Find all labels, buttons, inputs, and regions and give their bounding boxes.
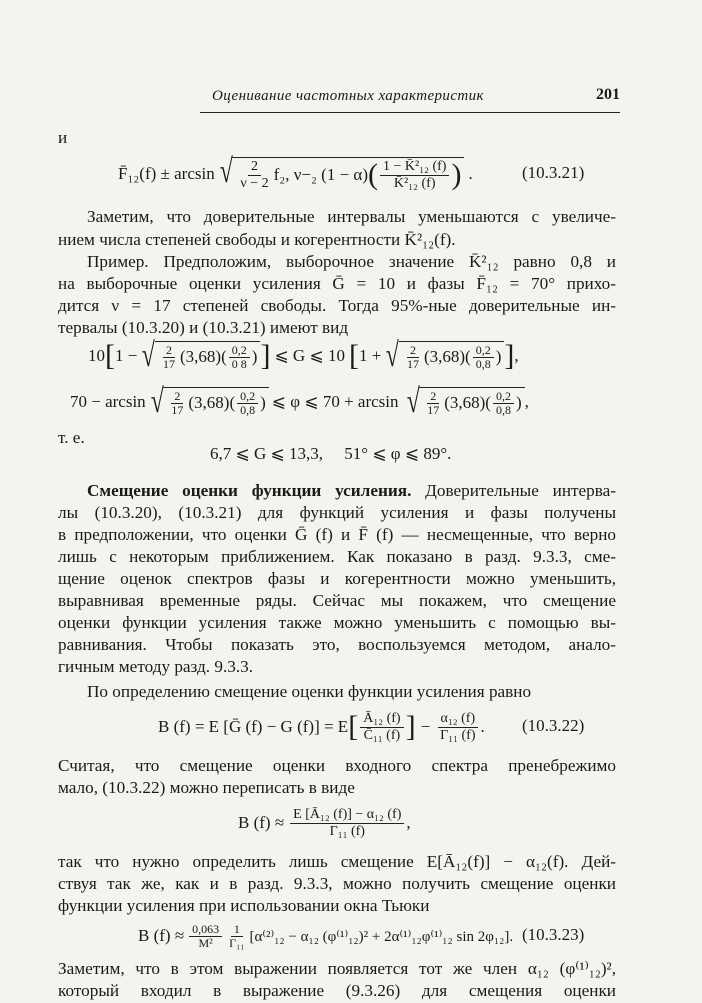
eq23-frac1-den: M² [198,935,213,950]
eq22-frac2-den: Γ₁₁ (f) [440,727,476,743]
example-phase-interval [70,380,529,424]
ex2-ratio-den: 0,8 [240,402,256,417]
that-is: т. е. [58,428,85,447]
para3-line6: выравнивая временные ряды. Сейчас мы покажем, что смещение [58,591,616,610]
para3-line3: в предположении, что оценки Ḡ (f) и F̄ (f) — несмещенные, что верно [58,525,616,544]
eq21-frac2-num: 1 − K̄²₁₂ (f) [380,159,449,176]
ex2-lhs: 70 − arcsin [70,392,146,411]
eq22-minus: − [420,717,431,736]
eq21-sqrt: √ $\frac{2}{\nu - 2}$ f₂, ν−₂ (1 − α) ( $\frac{\text{1 − K̄²₁₂ (f)}}{\text{K̄²₁₂ (f)}}$ ) [217,157,465,192]
ex2-end: , [524,392,529,411]
equation-10-3-21 [118,146,473,202]
ex1-ratio-num: 0,2 [229,344,250,358]
conjunction-and: и [58,128,68,147]
para3-line8: равнивания. Чтобы показать это, воспользуемся методом, анало- [58,635,616,654]
para2-line2: на выборочные оценки усиления Ḡ = 10 и фазы F̄₁₂ = 70° прихо- [58,274,616,293]
eq21-frac1-den: ν − 2 [240,175,269,191]
ex1-end: , [514,346,519,365]
para3-line7: оценки функции усиления также можно уменьшить с помощью вы- [58,613,616,632]
para7-line2: который входил в выражение (9.3.26) для смещения оценки [58,981,616,1000]
eq21-number: (10.3.21) [522,163,585,182]
page-number: 201 [596,86,620,103]
eq23-lhs: B (f) ≈ [138,926,185,945]
eq23-frac2-num: 1 [231,923,243,937]
equation-bias-approx [238,800,411,846]
ex2-frac-den: 17 [171,402,184,417]
ex2-coef: (3,68) [188,393,230,412]
equn-lhs: B (f) ≈ [238,813,285,832]
ex2-r-frac-num: 2 [427,390,439,404]
para2-line4: тервалы (10.3.20) и (10.3.21) имеют вид [58,318,349,337]
eq23-frac1-num: 0,063 [189,923,222,937]
page-header [200,88,620,113]
ex1-coef: (3,68) [180,347,222,366]
para6-line1: так что нужно определить лишь смещение E[Ā₁₂(f)] − α₁₂(f). Дей- [58,852,616,871]
eq21-lhs: F̄₁₂(f) ± arcsin [118,164,215,183]
ex1-inequality: ⩽ G ⩽ 10 [274,346,345,365]
equn-den: Γ₁₁ (f) [329,823,365,839]
para6-line2: ствуя так же, как и в разд. 9.3.3, можно получить смещение оценки [58,874,616,893]
section-heading: Смещение оценки функции усиления. [87,481,412,500]
eq22-lhs: B (f) = E [Ḡ (f) − G (f)] = E [158,717,349,736]
eq21-tail: . [468,164,473,183]
example-gain-interval: 10 [ 1 − √ $\frac{2}{17}$ (3,68) ( $\frac{0,2}{0 8}$ ) ] ⩽ G ⩽ 10 [ 1 + √ $\frac{2}{17}$ (3,68) ( $\frac{0,2}{0,8}$ ) ] , [88,337,519,374]
eq22-frac1-den: C̄₁₁ (f) [363,727,401,743]
ex2-sqrt-right: √ $\frac{2}{17}$ (3,68) ( $\frac{0,2}{0,8}$ ) [404,387,525,417]
ex1-sqrt-right: √ $\frac{2}{17}$ (3,68) ( $\frac{0,2}{0,8}$ ) [383,341,504,371]
eq22-frac2-num: α₁₂ (f) [438,711,479,728]
ex1-r-frac-num: 2 [407,344,419,358]
ex1-ten: 10 [88,346,105,365]
ex1-sqrt-left: √ $\frac{2}{17}$ (3,68) ( $\frac{0,2}{0 8}$ ) [139,341,260,371]
para4: По определению смещение оценки функции усиления равно [87,682,532,701]
eq23-frac2-den: Γ₁₁ [229,935,245,950]
para3-line4: лишь с некоторым приближением. Как показано в разд. 9.3.3, сме- [58,547,616,566]
ex2-r-frac-den: 17 [427,402,440,417]
para3-line5: щение оценок спектров фазы и когерентности можно уменьшить, [58,569,616,588]
para3-line1 [87,480,616,503]
equn-num: E [Ā₁₂ (f)] − α₁₂ (f) [290,807,404,824]
ex2-mid: ⩽ φ ⩽ 70 + arcsin [271,392,399,411]
para2-line1: Пример. Предположим, выборочное значение K̄²₁₂ равно 0,8 и [87,252,616,271]
ex1-r-frac-den: 17 [406,356,419,371]
para1-line1: Заметим, что доверительные интервалы уменьшаются с увеличе- [87,207,616,226]
ex2-ratio-num: 0,2 [237,390,258,404]
eq22-number: (10.3.22) [522,716,585,735]
para5-line2: мало, (10.3.22) можно переписать в виде [58,778,355,797]
para2-line3: дится ν = 17 степеней свободы. Тогда 95%-ные доверительные ин- [58,296,616,315]
eq21-frac1-num: 2 [248,159,261,176]
ex1-r-ratio-num: 0,2 [473,344,494,358]
para3-line2: лы (10.3.20), (10.3.21) для функций усиления и фазы получены [58,503,616,522]
ex1-frac-num: 2 [163,344,175,358]
eq21-mid: f₂, ν−₂ (1 − α) [273,165,368,184]
eq22-tail: . [480,717,485,736]
ex2-r-ratio-den: 0,8 [495,402,511,417]
eq23-number: (10.3.23) [522,925,585,944]
ex2-frac-num: 2 [171,390,183,404]
ex1-one-minus: 1 − [115,346,138,365]
para3-line1-rest: Доверительные интерва- [411,481,617,500]
para5-line1: Считая, что смещение оценки входного спектра пренебрежимо [58,756,616,775]
para3-line9: гичным методу разд. 9.3.3. [58,657,254,676]
ex1-one-plus: 1 + [358,346,382,365]
ex1-frac-den: 17 [163,356,176,371]
equation-10-3-22: B (f) = E [Ḡ (f) − G (f)] = E [ $\frac{\text{Ā₁₂ (f)}}{\text{C̄₁₁ (f)}}$ ] − $\frac{\text{α₁₂ (f)}}{\text{Γ₁₁ (f)}}$ . [158,710,485,743]
ex2-r-coef: (3,68) [444,393,486,412]
ex2-sqrt-left: √ $\frac{2}{17}$ (3,68) ( $\frac{0,2}{0,8}$ ) [148,387,269,417]
eq22-frac1-num: Ā₁₂ (f) [360,711,403,728]
eq21-frac2-den: K̄²₁₂ (f) [393,175,436,191]
example-result: 6,7 ⩽ G ⩽ 13,3, 51° ⩽ φ ⩽ 89°. [210,444,452,463]
equn-tail: , [406,813,411,832]
eq23-body: [α⁽²⁾₁₂ − α₁₂ (φ⁽¹⁾₁₂)² + 2α⁽¹⁾₁₂φ⁽¹⁾₁₂ sin 2φ₁₂]. [249,928,514,945]
ex2-r-ratio-num: 0,2 [493,390,514,404]
ex1-r-coef: (3,68) [423,347,466,366]
para1-line2: нием числа степеней свободы и когерентности K̄²₁₂(f). [58,230,456,249]
ex1-ratio-den: 0 8 [231,356,247,371]
running-title: Оценивание частотных характеристик [212,88,484,104]
para6-line3: функции усиления при использовании окна Тьюки [58,896,430,915]
ex1-r-ratio-den: 0,8 [475,356,491,371]
para7-line1: Заметим, что в этом выражении появляется тот же член α₁₂ (φ⁽¹⁾₁₂)², [58,959,616,978]
equation-10-3-23 [138,916,513,956]
